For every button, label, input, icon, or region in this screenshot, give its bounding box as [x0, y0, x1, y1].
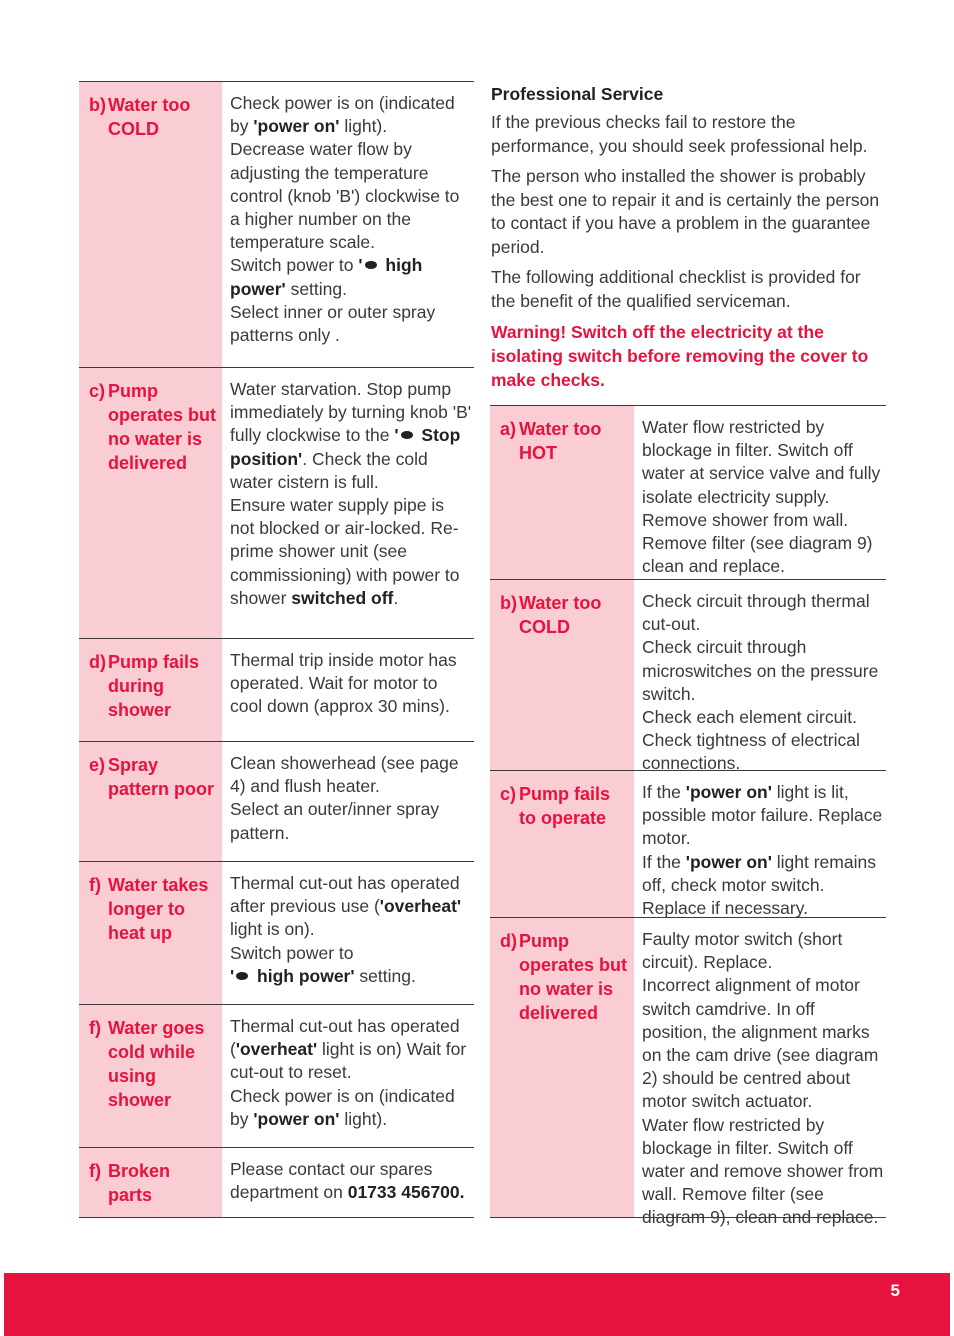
fault-label: Pump fails to operate — [519, 784, 611, 828]
remedy-line: Check power is on (indicated by 'power on' light). — [230, 93, 455, 137]
service-paragraph-2: The person who installed the shower is probably the best one to repair it and is certainly the person to contact if you have a problem in the guarantee period. — [491, 166, 880, 257]
remedy-line: Check circuit through thermal cut-out. — [642, 591, 870, 635]
table-row — [490, 770, 886, 917]
remedy-line: If the 'power on' light remains off, check motor switch. Replace if necessary. — [642, 851, 876, 919]
remedy-cell — [222, 639, 474, 741]
table-row — [79, 1004, 474, 1147]
remedy-cell — [634, 918, 886, 1228]
remedy-line: Please contact our spares department on 01733 456700. — [230, 1159, 465, 1203]
table-row — [79, 82, 474, 367]
service-paragraph-3: The following additional checklist is provided for the benefit of the qualified serviceman. — [491, 267, 861, 311]
fault-label: Water too COLD — [519, 593, 602, 637]
fault-cell — [79, 742, 222, 861]
remedy-line: Thermal cut-out has operated after previous use ('overheat' light is on). — [230, 873, 462, 940]
remedy-line: Water flow restricted by blockage in filter. Switch off water at service valve and fully isolate electricity supply. — [642, 417, 881, 507]
right-serviceman-table — [490, 405, 886, 1228]
table-row — [79, 367, 474, 638]
power-dot-icon — [365, 261, 377, 269]
remedy-line: Thermal cut-out has operated ('overheat' light is on) Wait for cut-out to reset. — [230, 1016, 467, 1083]
fault-label: Broken parts — [108, 1161, 171, 1205]
remedy-line: Decrease water flow by adjusting the temperature control (knob 'B') clockwise to a higher number on the temperature scale. — [230, 139, 460, 253]
remedy-line: ' high power' setting. — [230, 965, 416, 986]
table-row — [79, 1147, 474, 1217]
fault-letter: c) — [500, 784, 517, 804]
fault-cell — [79, 639, 222, 741]
fault-cell — [490, 918, 634, 1217]
fault-label: Pump fails during shower — [108, 652, 200, 720]
fault-letter: a) — [500, 419, 517, 439]
fault-letter: d) — [89, 652, 106, 672]
fault-letter: d) — [500, 931, 517, 951]
remedy-line: Check tightness of electrical connections. — [642, 730, 860, 774]
remedy-line: Check power is on (indicated by 'power on' light). — [230, 1085, 455, 1129]
remedy-cell — [634, 406, 886, 579]
fault-letter: f) — [89, 1018, 101, 1038]
fault-label: Spray pattern poor — [108, 755, 214, 799]
remedy-line: Clean showerhead (see page 4) and flush heater. — [230, 753, 459, 797]
remedy-line: Faulty motor switch (short circuit). Replace. — [642, 929, 843, 973]
power-dot-icon — [401, 431, 413, 439]
fault-letter: b) — [89, 95, 106, 115]
fault-cell — [79, 1148, 222, 1217]
fault-cell — [79, 1005, 222, 1147]
fault-letter: f) — [89, 875, 101, 895]
remedy-cell — [222, 742, 474, 861]
page-number: 5 — [890, 1281, 900, 1300]
remedy-line: Select an outer/inner spray pattern. — [230, 799, 440, 843]
fault-cell — [79, 368, 222, 638]
fault-letter: b) — [500, 593, 517, 613]
table-row — [490, 917, 886, 1228]
remedy-cell — [634, 580, 886, 774]
remedy-line: Ensure water supply pipe is not blocked or air-locked. Re-prime shower unit (see commissioning) with power to shower switched off. — [230, 495, 460, 608]
fault-letter: e) — [89, 755, 106, 775]
remedy-cell — [222, 862, 474, 1004]
remedy-line: Water flow restricted by blockage in filter. Switch off water and remove shower from wall. Remove filter (see diagram 9), clean and replace. — [642, 1114, 884, 1228]
remedy-cell — [634, 771, 886, 917]
fault-label: Pump operates but no water is delivered — [519, 931, 628, 1023]
fault-label: Water too COLD — [108, 95, 191, 139]
fault-cell — [490, 580, 634, 770]
footer-bar — [4, 1273, 950, 1336]
remedy-line: Remove filter (see diagram 9) clean and replace. — [642, 533, 873, 577]
fault-cell — [490, 406, 634, 579]
fault-cell — [79, 82, 222, 367]
fault-label: Water too HOT — [519, 419, 602, 463]
remedy-cell — [222, 1148, 474, 1217]
table-row — [79, 741, 474, 861]
remedy-line: If the 'power on' light is lit, possible motor failure. Replace motor. — [642, 782, 883, 849]
table-row — [79, 638, 474, 741]
remedy-line: Remove shower from wall. — [642, 509, 849, 530]
table-row — [79, 861, 474, 1004]
fault-label: Water goes cold while using shower — [108, 1018, 205, 1110]
electricity-warning: Warning! Switch off the electricity at the isolating switch before removing the cover to make checks. — [491, 322, 869, 390]
left-troubleshooting-table — [79, 81, 474, 1218]
fault-label: Water takes longer to heat up — [108, 875, 209, 943]
power-dot-icon — [236, 972, 248, 980]
remedy-line: Select inner or outer spray patterns only . — [230, 301, 436, 346]
remedy-cell — [222, 368, 474, 638]
remedy-line: Switch power to ' high power' setting. — [230, 255, 423, 299]
remedy-cell — [222, 82, 474, 367]
remedy-line: Check each element circuit. — [642, 707, 857, 728]
remedy-line: Incorrect alignment of motor switch camdrive. In off position, the alignment marks on the cam drive (see diagram 2) should be centred about motor switch actuator. — [642, 975, 879, 1112]
remedy-line: Water starvation. Stop pump immediately by turning knob 'B' fully clockwise to the ' Stop position'. Check the cold water cistern is full. — [230, 379, 472, 492]
professional-service-heading: Professional Service — [491, 84, 664, 104]
fault-cell — [490, 771, 634, 917]
fault-cell — [79, 862, 222, 1004]
professional-service-section — [491, 82, 886, 392]
remedy-cell — [222, 1005, 474, 1147]
fault-label: Pump operates but no water is delivered — [108, 381, 217, 473]
fault-letter: c) — [89, 381, 106, 401]
remedy-line: Check circuit through microswitches on the pressure switch. — [642, 637, 879, 704]
fault-letter: f) — [89, 1161, 101, 1181]
service-paragraph-1: If the previous checks fail to restore the performance, you should seek professional help. — [491, 112, 868, 156]
remedy-line: Thermal trip inside motor has operated. Wait for motor to cool down (approx 30 mins). — [230, 650, 457, 717]
table-row — [490, 579, 886, 774]
table-row — [490, 406, 886, 579]
remedy-line: Switch power to — [230, 942, 354, 963]
